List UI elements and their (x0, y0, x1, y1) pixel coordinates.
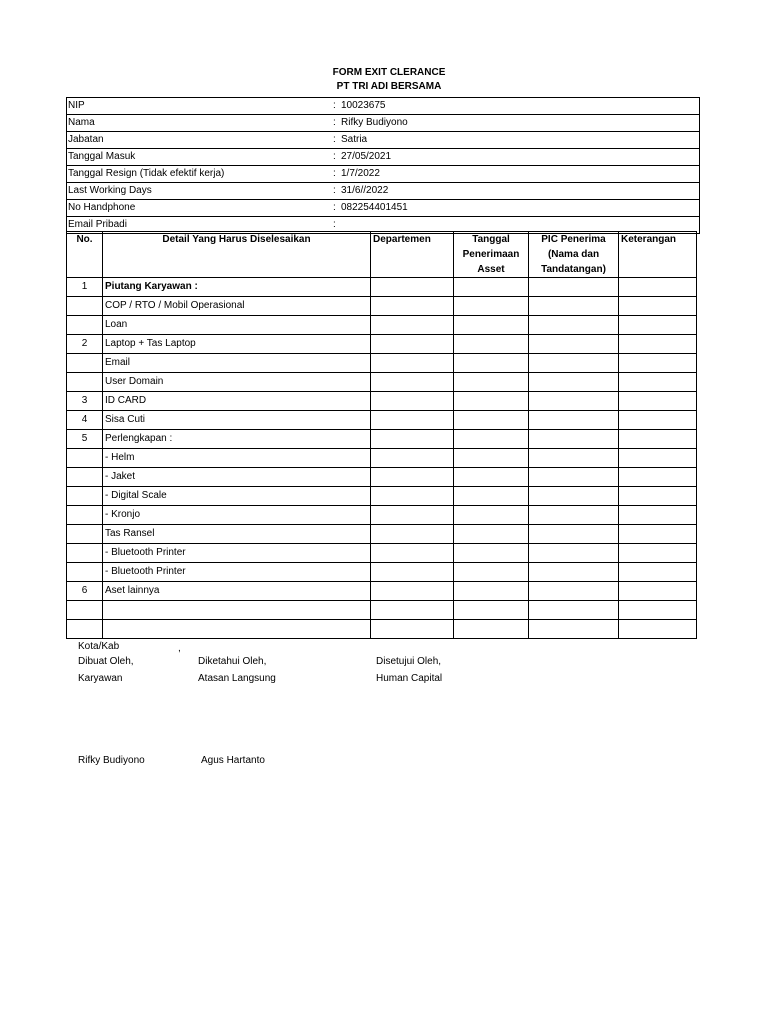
info-row (67, 132, 699, 149)
row-detail: ID CARD (103, 392, 371, 411)
info-colon: : (333, 117, 336, 128)
header-detail: Detail Yang Harus Diselesaikan (103, 232, 371, 278)
row-departemen[interactable] (371, 392, 454, 411)
row-pic[interactable] (529, 335, 619, 354)
row-pic[interactable] (529, 601, 619, 620)
row-keterangan[interactable] (619, 430, 697, 449)
row-detail: Laptop + Tas Laptop (103, 335, 371, 354)
row-number: 2 (67, 335, 103, 354)
row-tanggal[interactable] (454, 411, 529, 430)
clearance-table (66, 231, 697, 639)
row-tanggal[interactable] (454, 601, 529, 620)
info-label: NIP (68, 100, 85, 111)
row-detail: - Kronjo (103, 506, 371, 525)
row-keterangan[interactable] (619, 563, 697, 582)
row-detail (103, 620, 371, 639)
row-number (67, 506, 103, 525)
info-colon: : (333, 219, 336, 230)
row-pic[interactable] (529, 316, 619, 335)
row-keterangan[interactable] (619, 449, 697, 468)
row-departemen[interactable] (371, 449, 454, 468)
info-value: 10023675 (341, 100, 386, 111)
row-number: 1 (67, 278, 103, 297)
row-number (67, 525, 103, 544)
row-detail: Email (103, 354, 371, 373)
city-label: Kota/Kab (78, 641, 120, 652)
table-row (67, 449, 697, 468)
row-number (67, 316, 103, 335)
row-tanggal[interactable] (454, 525, 529, 544)
row-keterangan[interactable] (619, 354, 697, 373)
row-pic[interactable] (529, 354, 619, 373)
table-row (67, 620, 697, 639)
table-row (67, 563, 697, 582)
row-number: 5 (67, 430, 103, 449)
header-departemen: Departemen (371, 232, 454, 278)
table-header-row (67, 232, 697, 278)
row-tanggal[interactable] (454, 544, 529, 563)
row-number (67, 601, 103, 620)
row-tanggal[interactable] (454, 373, 529, 392)
table-row (67, 354, 697, 373)
role-hc: Human Capital (376, 673, 443, 684)
row-tanggal[interactable] (454, 354, 529, 373)
info-row (67, 115, 699, 132)
row-departemen[interactable] (371, 525, 454, 544)
row-departemen[interactable] (371, 297, 454, 316)
info-colon: : (333, 202, 336, 213)
row-detail: - Helm (103, 449, 371, 468)
row-number (67, 354, 103, 373)
row-pic[interactable] (529, 392, 619, 411)
table-row (67, 544, 697, 563)
header-tanggal: Tanggal Penerimaan Asset (454, 232, 529, 278)
row-detail: Perlengkapan : (103, 430, 371, 449)
row-pic[interactable] (529, 525, 619, 544)
table-row (67, 506, 697, 525)
row-tanggal[interactable] (454, 468, 529, 487)
row-pic[interactable] (529, 297, 619, 316)
row-detail: User Domain (103, 373, 371, 392)
row-departemen[interactable] (371, 582, 454, 601)
row-number (67, 468, 103, 487)
row-number (67, 449, 103, 468)
row-pic[interactable] (529, 544, 619, 563)
row-departemen[interactable] (371, 601, 454, 620)
header-keterangan: Keterangan (619, 232, 697, 278)
row-pic[interactable] (529, 449, 619, 468)
row-pic[interactable] (529, 411, 619, 430)
info-value: Satria (341, 134, 368, 145)
row-departemen[interactable] (371, 373, 454, 392)
info-label: Jabatan (68, 134, 104, 145)
row-tanggal[interactable] (454, 392, 529, 411)
table-row (67, 278, 697, 297)
row-departemen[interactable] (371, 506, 454, 525)
row-departemen[interactable] (371, 430, 454, 449)
info-label: Email Pribadi (68, 219, 127, 230)
info-label: No Handphone (68, 202, 136, 213)
row-pic[interactable] (529, 582, 619, 601)
row-number (67, 487, 103, 506)
info-row (67, 183, 699, 200)
role-karyawan: Karyawan (78, 673, 123, 684)
row-keterangan[interactable] (619, 544, 697, 563)
table-row (67, 392, 697, 411)
table-row (67, 525, 697, 544)
row-tanggal[interactable] (454, 430, 529, 449)
table-row (67, 582, 697, 601)
row-keterangan[interactable] (619, 601, 697, 620)
employee-info-block (66, 97, 700, 234)
row-detail: Aset lainnya (103, 582, 371, 601)
info-colon: : (333, 100, 336, 111)
info-label: Nama (68, 117, 95, 128)
row-detail: Loan (103, 316, 371, 335)
row-number (67, 620, 103, 639)
table-row (67, 430, 697, 449)
row-number (67, 544, 103, 563)
row-departemen[interactable] (371, 411, 454, 430)
info-value: 31/6//2022 (341, 185, 389, 196)
info-colon: : (333, 134, 336, 145)
info-colon: : (333, 168, 336, 179)
row-tanggal[interactable] (454, 487, 529, 506)
row-number (67, 297, 103, 316)
row-keterangan[interactable] (619, 392, 697, 411)
info-value: 082254401451 (341, 202, 408, 213)
signature-name-employee: Rifky Budiyono (78, 755, 145, 766)
known-by-label: Diketahui Oleh, (198, 656, 267, 667)
row-pic[interactable] (529, 278, 619, 297)
table-row (67, 487, 697, 506)
row-detail: - Jaket (103, 468, 371, 487)
row-detail: - Digital Scale (103, 487, 371, 506)
row-keterangan[interactable] (619, 411, 697, 430)
row-departemen[interactable] (371, 335, 454, 354)
signature-name-supervisor: Agus Hartanto (201, 755, 265, 766)
info-label: Tanggal Resign (Tidak efektif kerja) (68, 168, 225, 179)
row-keterangan[interactable] (619, 297, 697, 316)
row-number (67, 563, 103, 582)
created-by-label: Dibuat Oleh, (78, 656, 134, 667)
row-tanggal[interactable] (454, 620, 529, 639)
info-row (67, 166, 699, 183)
info-label: Last Working Days (68, 185, 152, 196)
row-tanggal[interactable] (454, 316, 529, 335)
row-number (67, 373, 103, 392)
row-number: 3 (67, 392, 103, 411)
row-tanggal[interactable] (454, 449, 529, 468)
row-tanggal[interactable] (454, 278, 529, 297)
row-keterangan[interactable] (619, 278, 697, 297)
info-label: Tanggal Masuk (68, 151, 136, 162)
row-keterangan[interactable] (619, 335, 697, 354)
row-keterangan[interactable] (619, 373, 697, 392)
row-departemen[interactable] (371, 563, 454, 582)
row-pic[interactable] (529, 373, 619, 392)
row-pic[interactable] (529, 468, 619, 487)
table-row (67, 373, 697, 392)
row-tanggal[interactable] (454, 563, 529, 582)
row-tanggal[interactable] (454, 335, 529, 354)
row-pic[interactable] (529, 430, 619, 449)
row-detail: - Bluetooth Printer (103, 544, 371, 563)
info-value: Rifky Budiyono (341, 117, 408, 128)
info-row (67, 200, 699, 217)
row-departemen[interactable] (371, 544, 454, 563)
row-departemen[interactable] (371, 620, 454, 639)
city-comma: , (178, 643, 181, 654)
row-number: 4 (67, 411, 103, 430)
table-row (67, 468, 697, 487)
row-departemen[interactable] (371, 468, 454, 487)
header-pic: PIC Penerima (Nama dan Tandatangan) (529, 232, 619, 278)
row-detail: COP / RTO / Mobil Operasional (103, 297, 371, 316)
info-row (67, 149, 699, 166)
table-row (67, 316, 697, 335)
row-keterangan[interactable] (619, 316, 697, 335)
row-keterangan[interactable] (619, 468, 697, 487)
row-keterangan[interactable] (619, 525, 697, 544)
header-no: No. (67, 232, 103, 278)
info-value: 27/05/2021 (341, 151, 392, 162)
row-tanggal[interactable] (454, 506, 529, 525)
table-row (67, 297, 697, 316)
info-colon: : (333, 151, 336, 162)
row-departemen[interactable] (371, 316, 454, 335)
table-row (67, 601, 697, 620)
row-tanggal[interactable] (454, 297, 529, 316)
row-keterangan[interactable] (619, 487, 697, 506)
table-row (67, 335, 697, 354)
info-row (67, 98, 699, 115)
row-pic[interactable] (529, 563, 619, 582)
info-value: 1/7/2022 (341, 168, 380, 179)
row-detail: - Bluetooth Printer (103, 563, 371, 582)
row-pic[interactable] (529, 620, 619, 639)
row-detail: Sisa Cuti (103, 411, 371, 430)
row-number: 6 (67, 582, 103, 601)
role-atasan: Atasan Langsung (198, 673, 276, 684)
row-departemen[interactable] (371, 487, 454, 506)
row-keterangan[interactable] (619, 582, 697, 601)
info-colon: : (333, 185, 336, 196)
table-row (67, 411, 697, 430)
row-detail (103, 601, 371, 620)
row-departemen[interactable] (371, 354, 454, 373)
row-tanggal[interactable] (454, 582, 529, 601)
company-name: PT TRI ADI BERSAMA (336, 81, 442, 92)
row-detail: Tas Ransel (103, 525, 371, 544)
row-pic[interactable] (529, 506, 619, 525)
row-detail: Piutang Karyawan : (103, 278, 371, 297)
form-title: FORM EXIT CLERANCE (332, 67, 446, 78)
row-departemen[interactable] (371, 278, 454, 297)
row-pic[interactable] (529, 487, 619, 506)
row-keterangan[interactable] (619, 620, 697, 639)
row-keterangan[interactable] (619, 506, 697, 525)
approved-by-label: Disetujui Oleh, (376, 656, 442, 667)
